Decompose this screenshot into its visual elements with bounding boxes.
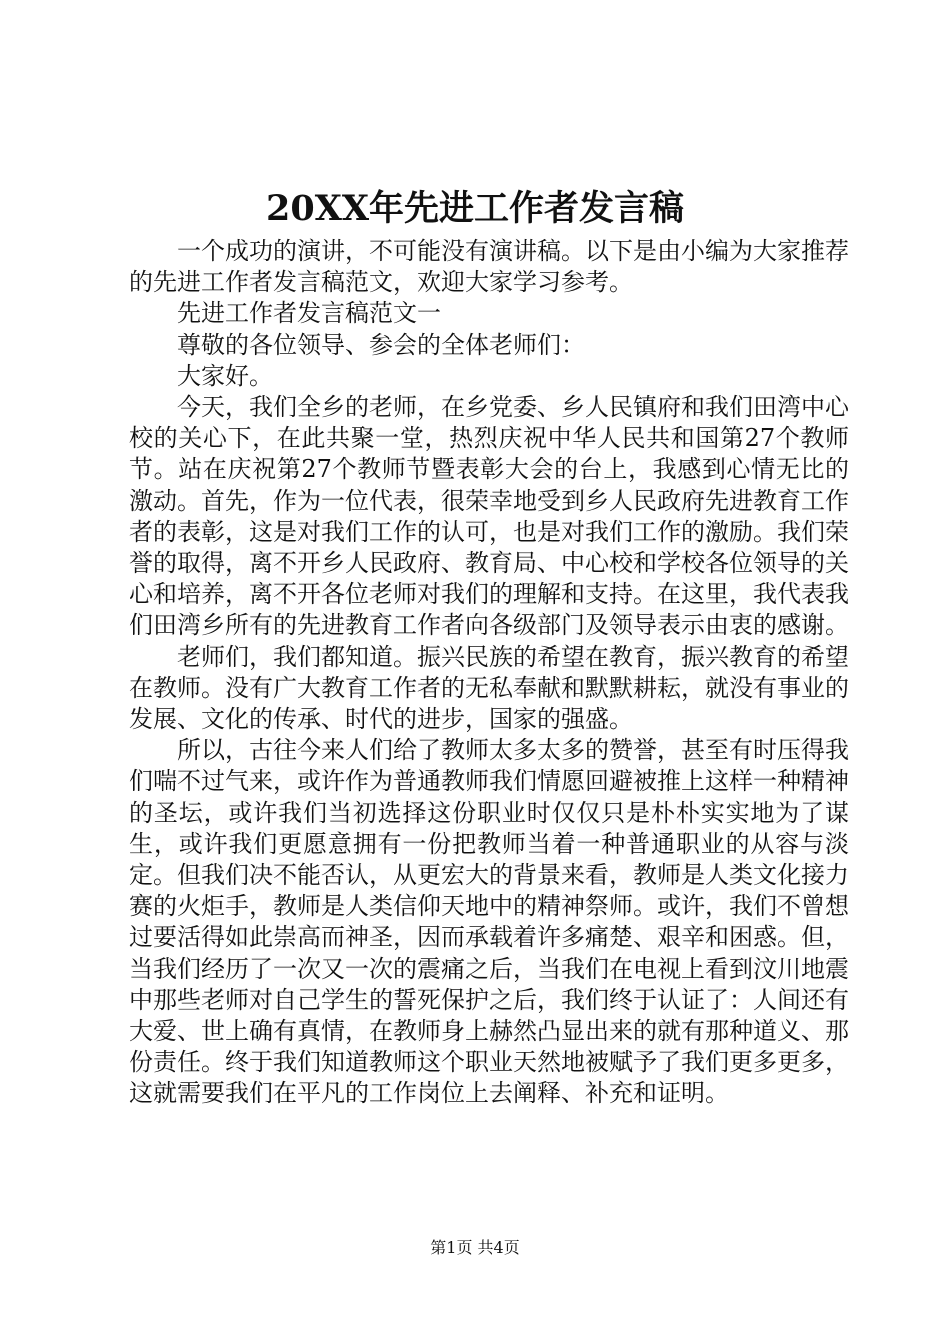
paragraph-greeting: 大家好。 [177, 361, 273, 390]
paragraph-subtitle: 先进工作者发言稿范文一 [177, 299, 441, 328]
paragraph-body-3: 所以，古往今来人们给了教师太多太多的赞誉，甚至有时压得我们喘不过气来，或许作为普通教师我们情愿回避被推上这样一种精神的圣坛，或许我们当初选择这份职业时仅仅只是朴朴实实地为了谋生，或许我们更愿意拥有一份把教师当着一种普通职业的从容与淡定。但我们决不能否认，从更宏大的背景来看，教师是人类文化接力赛的火炬手，教师是人类信仰天地中的精神祭师。或许，我们不曾想过要活得如此崇高而神圣，因而承载着许多痛楚、艰辛和困惑。但，当我们经历了一次又一次的震痛之后，当我们在电视上看到汶川地震中那些老师对自己学生的誓死保护之后，我们终于认证了：人间还有大爱、世上确有真情，在教师身上赫然凸显出来的就有那种道义、那份责任。终于我们知道教师这个职业天然地被赋予了我们更多更多，这就需要我们在平凡的工作岗位上去阐释、补充和证明。 [129, 736, 849, 1108]
page-footer: 第1页 共4页 [430, 1238, 520, 1257]
paragraph-salutation: 尊敬的各位领导、参会的全体老师们： [177, 330, 585, 359]
paragraph-body-1: 今天，我们全乡的老师，在乡党委、乡人民镇府和我们田湾中心校的关心下，在此共聚一堂，热烈庆祝中华人民共和国第27个教师节。站在庆祝第27个教师节暨表彰大会的台上，我感到心情无比的激动。首先，作为一位代表，很荣幸地受到乡人民政府先进教育工作者的表彰，这是对我们工作的认可，也是对我们工作的激励。我们荣誉的取得，离不开乡人民政府、教育局、中心校和学校各位领导的关心和培养，离不开各位老师对我们的理解和支持。在这里，我代表我们田湾乡所有的先进教育工作者向各级部门及领导表示由衷的感谢。 [129, 393, 849, 640]
document-title: 20XX年先进工作者发言稿 [265, 188, 685, 229]
paragraph-body-2: 老师们，我们都知道。振兴民族的希望在教育，振兴教育的希望在教师。没有广大教育工作者的无私奉献和默默耕耘，就没有事业的发展、文化的传承、时代的进步，国家的强盛。 [129, 642, 849, 734]
paragraph-intro: 一个成功的演讲，不可能没有演讲稿。以下是由小编为大家推荐的先进工作者发言稿范文，欢迎大家学习参考。 [129, 237, 849, 297]
document-body [129, 236, 849, 1110]
